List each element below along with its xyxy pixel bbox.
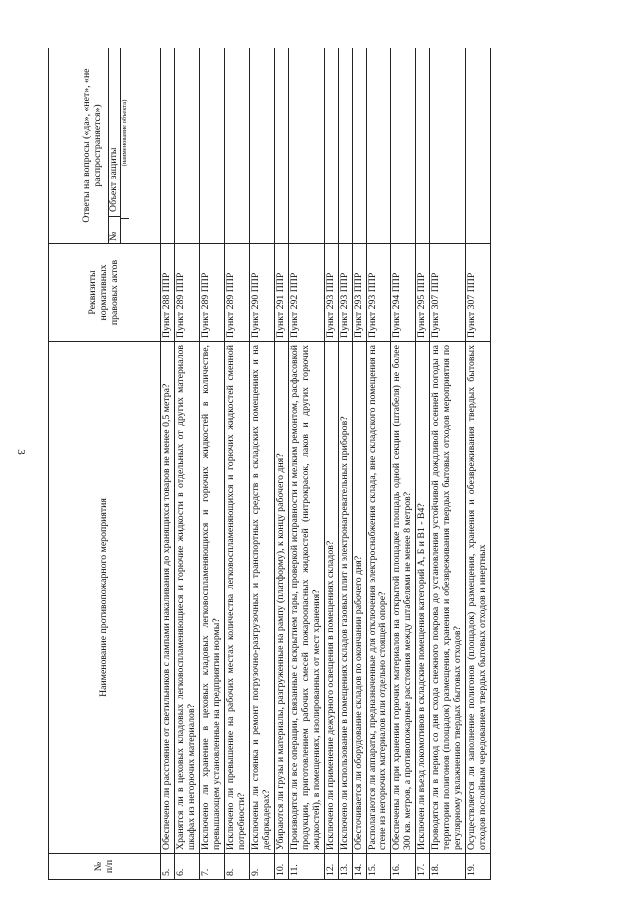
row-requisite: Пункт 289 ППР (199, 244, 224, 342)
row-measure-text: Исключено ли использование в помещениях складов газовых плит и электронагревательных приборов? (338, 342, 352, 854)
row-requisite: Пункт 291 ППР (274, 244, 288, 342)
row-number: 6. (174, 854, 199, 880)
table-header-row (49, 48, 161, 880)
header-num: № п/п (49, 854, 161, 880)
row-measure-text: Обеспечено ли расстояние от светильников с лампами накаливания до хранящихся товаров не менее 0,5 метра? (161, 342, 175, 854)
row-requisite: Пункт 293 ППР (324, 244, 338, 342)
row-measure-text: Исключены ли стоянка и ремонт погрузочно-разгрузочных и транспортных средств в складских помещениях и на дебаркадерах? (249, 342, 274, 854)
header-name: Наименование противопожарного мероприятия (49, 342, 161, 854)
row-requisite: Пункт 288 ППР (161, 244, 175, 342)
row-requisite: Пункт 290 ППР (249, 244, 274, 342)
row-number: 12. (324, 854, 338, 880)
row-answer-cell[interactable] (391, 48, 416, 244)
header-answers (49, 48, 161, 244)
row-measure-text: Хранятся ли в цеховых кладовых легковоспламеняющиеся и горючие жидкости в отдельных от других материалов шкафах из негорючих материалов? (174, 342, 199, 854)
table-row (391, 48, 416, 880)
row-requisite: Пункт 293 ППР (338, 244, 352, 342)
table-row (366, 48, 391, 880)
row-answer-cell[interactable] (366, 48, 391, 244)
table-row (352, 48, 366, 880)
table-wrapper (48, 48, 590, 880)
row-measure-text: Осуществляется ли заполнение полигонов (площадок) размещения, хранения и обезвреживания твердых бытовых отходов послойным чередованием твердых бытовых отходов и инертных (466, 342, 491, 854)
row-number: 9. (249, 854, 274, 880)
row-number: 11. (288, 854, 324, 880)
table-row (274, 48, 288, 880)
row-measure-text: Убираются ли грузы и материалы, разгруженные на рампу (платформу), к концу рабочего дня? (274, 342, 288, 854)
row-requisite: Пункт 293 ППР (352, 244, 366, 342)
row-requisite: Пункт 307 ППР (430, 244, 466, 342)
row-number: 15. (366, 854, 391, 880)
row-measure-text: Располагаются ли аппараты, предназначенные для отключения электроснабжения склада, вне складского помещения на стене из негорючих материалов или отдельно стоящей опоре? (366, 342, 391, 854)
row-requisite: Пункт 293 ППР (366, 244, 391, 342)
table-row (416, 48, 430, 880)
row-requisite: Пункт 307 ППР (466, 244, 491, 342)
row-answer-cell[interactable] (466, 48, 491, 244)
row-answer-cell[interactable] (430, 48, 466, 244)
row-answer-cell[interactable] (352, 48, 366, 244)
row-measure-text: Обесточивается ли оборудование складов по окончании рабочего дня? (352, 342, 366, 854)
row-number: 16. (391, 854, 416, 880)
table-row (174, 48, 199, 880)
row-requisite: Пункт 289 ППР (174, 244, 199, 342)
rotated-page (48, 48, 590, 880)
row-measure-text: Проводятся ли в период со дня схода снежного покрова до установления устойчивой дождливой осенней погоды на территории полигонов (площадок) размещения, хранения и обезвреживания твердых бытовых отходов мероприятия по регулярному увлажнению твердых бытовых отходов? (430, 342, 466, 854)
row-number: 5. (161, 854, 175, 880)
row-number: 14. (352, 854, 366, 880)
row-measure-text: Исключено ли применение дежурного освещения в помещениях складов? (324, 342, 338, 854)
table-row (249, 48, 274, 880)
table-row (430, 48, 466, 880)
row-answer-cell[interactable] (199, 48, 224, 244)
row-number: 17. (416, 854, 430, 880)
row-answer-cell[interactable] (288, 48, 324, 244)
row-answer-cell[interactable] (416, 48, 430, 244)
table-row (288, 48, 324, 880)
row-answer-cell[interactable] (224, 48, 249, 244)
row-number: 7. (199, 854, 224, 880)
table-row (466, 48, 491, 880)
table-row (338, 48, 352, 880)
row-answer-cell[interactable] (174, 48, 199, 244)
header-object: Объект защиты (108, 147, 120, 212)
row-requisite: Пункт 292 ППР (288, 244, 324, 342)
row-number: 10. (274, 854, 288, 880)
row-answer-cell[interactable] (338, 48, 352, 244)
row-measure-text: Производятся ли все операции, связанные с вскрытием тары, проверкой исправности и мелким ремонтом, расфасовкой продукции, приготовлением рабочих смесей пожароопасных жидкостей (нитрокрасок, лаков и других горючих жидкостей), в помещениях, изолированных от мест хранения? (288, 342, 324, 854)
table-row (224, 48, 249, 880)
row-measure-text: Исключен ли въезд локомотивов в складские помещения категорий А, Б и В1 - В4? (416, 342, 430, 854)
row-answer-cell[interactable] (324, 48, 338, 244)
row-measure-text: Исключено ли хранение в цеховых кладовых легковоспламеняющихся и горючих жидкостей в количестве, превышающем установленные на предприятии нормы? (199, 342, 224, 854)
page-number: 3 (14, 449, 27, 455)
row-answer-cell[interactable] (161, 48, 175, 244)
row-number: 13. (338, 854, 352, 880)
row-requisite: Пункт 294 ППР (391, 244, 416, 342)
table-row (161, 48, 175, 880)
row-number: 18. (430, 854, 466, 880)
row-answer-cell[interactable] (249, 48, 274, 244)
table-row (199, 48, 224, 880)
row-requisite: Пункт 295 ППР (416, 244, 430, 342)
header-answers-title: Ответы на вопросы («да», «нет», «не распространяется») (80, 48, 109, 243)
row-measure-text: Исключено ли превышение на рабочих местах количества легковоспламеняющихся и горючих жидкостей сменной потребности? (224, 342, 249, 854)
header-requisites: Реквизиты нормативных правовых актов (49, 244, 161, 342)
row-answer-cell[interactable] (274, 48, 288, 244)
row-number: 8. (224, 854, 249, 880)
header-num-sign: № (109, 216, 120, 243)
header-object-name: (наименование объекта) (121, 99, 129, 167)
fire-safety-checklist-table (48, 48, 491, 880)
header-blank (121, 218, 128, 243)
row-requisite: Пункт 289 ППР (224, 244, 249, 342)
table-row (324, 48, 338, 880)
row-measure-text: Обеспечены ли при хранении горючих материалов на открытой площадке площадь одной секции (штабеля) не более 300 кв. метров, а противопожарные расстояния между штабелями не менее 8 метров? (391, 342, 416, 854)
row-number: 19. (466, 854, 491, 880)
